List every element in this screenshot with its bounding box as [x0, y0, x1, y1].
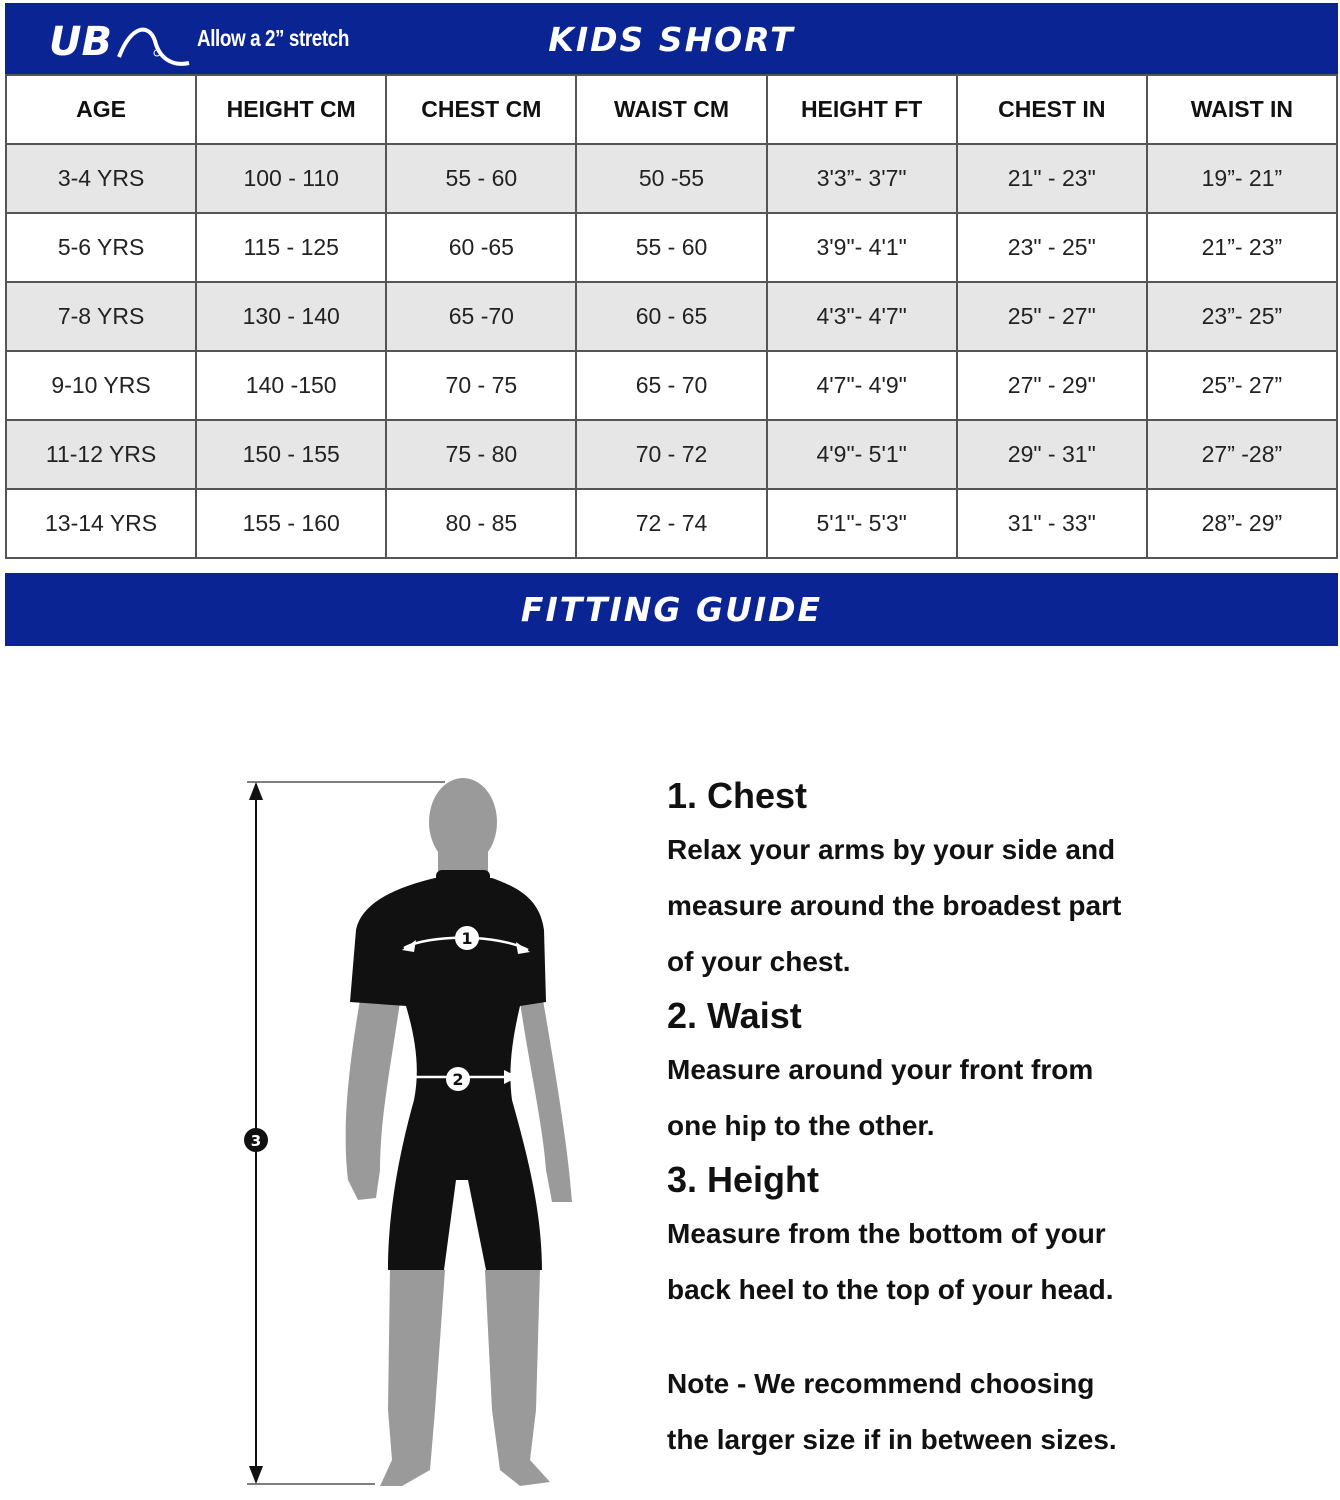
table-row [6, 213, 1337, 282]
table-cell: 25" - 27" [957, 282, 1147, 351]
table-cell: 4'9"- 5'1" [767, 420, 957, 489]
logo-text: UB [49, 19, 112, 65]
table-row [6, 351, 1337, 420]
wetsuit-figure-illustration [230, 770, 610, 1500]
table-cell: 21”- 23” [1147, 213, 1337, 282]
chest-instruction-line: Relax your arms by your side and [667, 834, 1116, 865]
chest-heading: 1. Chest [667, 775, 808, 816]
waist-marker: 2 [452, 1070, 464, 1089]
table-cell: 7-8 YRS [6, 282, 196, 351]
table-cell: 13-14 YRS [6, 489, 196, 558]
table-cell: 130 - 140 [196, 282, 386, 351]
table-cell: 5'1"- 5'3" [767, 489, 957, 558]
column-header: CHEST CM [386, 75, 576, 144]
table-cell: 21" - 23" [957, 144, 1147, 213]
table-row [6, 282, 1337, 351]
column-header: HEIGHT FT [767, 75, 957, 144]
table-cell: 65 -70 [386, 282, 576, 351]
table-cell: 60 - 65 [576, 282, 766, 351]
table-cell: 70 - 72 [576, 420, 766, 489]
height-instruction-line: Measure from the bottom of your [667, 1218, 1106, 1249]
table-cell: 28”- 29” [1147, 489, 1337, 558]
table-cell: 3'9"- 4'1" [767, 213, 957, 282]
fitting-guide-band [5, 573, 1338, 646]
table-cell: 60 -65 [386, 213, 576, 282]
table-cell: 31" - 33" [957, 489, 1147, 558]
chest-marker: 1 [461, 929, 473, 948]
table-cell: 100 - 110 [196, 144, 386, 213]
fitting-instructions [667, 770, 1307, 1468]
table-cell: 27" - 29" [957, 351, 1147, 420]
height-heading: 3. Height [667, 1159, 820, 1200]
table-cell: 55 - 60 [386, 144, 576, 213]
column-header: WAIST CM [576, 75, 766, 144]
table-cell: 4'3"- 4'7" [767, 282, 957, 351]
table-cell: 115 - 125 [196, 213, 386, 282]
table-cell: 80 - 85 [386, 489, 576, 558]
column-header: WAIST IN [1147, 75, 1337, 144]
fitting-guide-title: FITTING GUIDE [520, 590, 823, 629]
table-cell: 55 - 60 [576, 213, 766, 282]
table-cell: 9-10 YRS [6, 351, 196, 420]
chart-title: KIDS SHORT [548, 20, 795, 59]
column-header: CHEST IN [957, 75, 1147, 144]
table-row [6, 144, 1337, 213]
waist-instruction-line: Measure around your front from [667, 1054, 1094, 1085]
height-instruction-line: back heel to the top of your head. [667, 1274, 1114, 1305]
table-cell: 75 - 80 [386, 420, 576, 489]
size-table [5, 74, 1338, 559]
table-cell: 19”- 21” [1147, 144, 1337, 213]
waist-instruction-line: one hip to the other. [667, 1110, 935, 1141]
table-cell: 70 - 75 [386, 351, 576, 420]
table-cell: 140 -150 [196, 351, 386, 420]
table-body [6, 144, 1337, 558]
column-header: HEIGHT CM [196, 75, 386, 144]
note-line: the larger size if in between sizes. [667, 1424, 1117, 1455]
table-cell: 11-12 YRS [6, 420, 196, 489]
table-cell: 25”- 27” [1147, 351, 1337, 420]
table-row [6, 489, 1337, 558]
table-cell: 155 - 160 [196, 489, 386, 558]
height-marker: 3 [250, 1132, 262, 1150]
table-cell: 23”- 25” [1147, 282, 1337, 351]
note-line: Note - We recommend choosing [667, 1368, 1095, 1399]
table-cell: 3'3”- 3'7" [767, 144, 957, 213]
header-band [5, 3, 1338, 74]
arrow-up-icon [249, 782, 263, 800]
table-header-row [6, 75, 1337, 144]
table-cell: 29" - 31" [957, 420, 1147, 489]
table-cell: 50 -55 [576, 144, 766, 213]
arrow-down-icon [249, 1466, 263, 1484]
table-cell: 4'7"- 4'9" [767, 351, 957, 420]
table-row [6, 420, 1337, 489]
table-cell: 3-4 YRS [6, 144, 196, 213]
stretch-note: Allow a 2” stretch [197, 25, 349, 51]
table-cell: 65 - 70 [576, 351, 766, 420]
chest-instruction-line: measure around the broadest part [667, 890, 1122, 921]
waist-heading: 2. Waist [667, 995, 802, 1036]
table-cell: 72 - 74 [576, 489, 766, 558]
chest-instruction-line: of your chest. [667, 946, 851, 977]
table-cell: 150 - 155 [196, 420, 386, 489]
column-header: AGE [6, 75, 196, 144]
table-cell: 23" - 25" [957, 213, 1147, 282]
table-cell: 5-6 YRS [6, 213, 196, 282]
table-cell: 27” -28” [1147, 420, 1337, 489]
